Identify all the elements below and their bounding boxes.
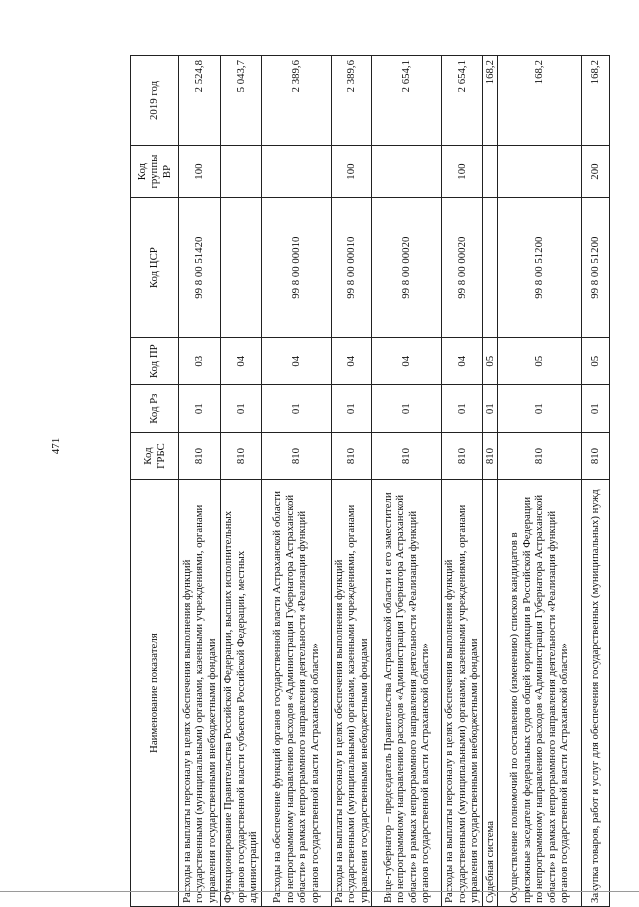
row-pr: 04: [372, 338, 442, 385]
row-rz: 01: [498, 385, 582, 432]
table-row: [179, 56, 221, 907]
row-rz: 01: [582, 385, 610, 432]
row-name: Расходы на обеспечение функций органов государственной власти Астраханской области по непрограммному направлению расходов «Администрация Губернатора Астраханской области» в рамках непрограммного направления деятельности «Реализация функций органов государственной власти Астраханской области»: [261, 480, 331, 907]
row-amount: 168,2: [582, 56, 610, 146]
row-csr: [482, 198, 498, 338]
budget-table: [130, 55, 610, 907]
header-year: 2019 год: [131, 56, 179, 146]
row-pr: 05: [498, 338, 582, 385]
header-name: Наименование показателя: [131, 480, 179, 907]
table-row: [331, 56, 372, 907]
row-rz: 01: [482, 385, 498, 432]
table-header-row: [131, 56, 179, 907]
row-vr: 100: [331, 145, 372, 197]
row-name: Вице-губернатор – председатель Правительства Астраханской области и его заместители по непрограммному направлению расходов «Администрация Губернатора Астраханской области» в рамках непрограммного направления деятельности «Реализация функций органов государственной власти Астраханской области»: [372, 480, 442, 907]
row-csr: 99 8 00 51420: [179, 198, 221, 338]
row-csr: [221, 198, 262, 338]
row-pr: 05: [482, 338, 498, 385]
row-rz: 01: [331, 385, 372, 432]
row-grbs: 810: [582, 432, 610, 479]
row-pr: 05: [582, 338, 610, 385]
row-csr: 99 8 00 51200: [582, 198, 610, 338]
row-name: Осуществление полномочий по составлению (изменению) списков кандидатов в присяжные заседатели федеральных судов общей юрисдикции в Российской Федерации по непрограммному направлению расходов «Администрация Губернатора Астраханской области» в рамках непрограммного направления деятельности «Реализация функций органов государственной власти Астраханской области»: [498, 480, 582, 907]
row-vr: 100: [442, 145, 483, 197]
row-rz: 01: [372, 385, 442, 432]
table-row: [582, 56, 610, 907]
row-vr: [498, 145, 582, 197]
table-row: [372, 56, 442, 907]
row-grbs: 810: [221, 432, 262, 479]
row-csr: 99 8 00 51200: [498, 198, 582, 338]
header-pr: Код ПР: [131, 338, 179, 385]
row-csr: 99 8 00 00010: [331, 198, 372, 338]
table-row: [498, 56, 582, 907]
row-vr: 100: [179, 145, 221, 197]
row-csr: 99 8 00 00020: [372, 198, 442, 338]
row-name: Расходы на выплаты персоналу в целях обеспечения выполнения функций государственными (муниципальными) органами, казенными учреждениями, органами управления государственными внебюджетными фондами: [179, 480, 221, 907]
header-csr: Код ЦСР: [131, 198, 179, 338]
row-csr: 99 8 00 00010: [261, 198, 331, 338]
row-grbs: 810: [179, 432, 221, 479]
header-rz: Код Рз: [131, 385, 179, 432]
row-rz: 01: [221, 385, 262, 432]
row-rz: 01: [179, 385, 221, 432]
row-csr: 99 8 00 00020: [442, 198, 483, 338]
row-amount: 2 389,6: [331, 56, 372, 146]
row-amount: 168,2: [482, 56, 498, 146]
table-row: [221, 56, 262, 907]
page-number: 471: [50, 437, 62, 455]
row-name: Закупка товаров, работ и услуг для обеспечения государственных (муниципальных) нужд: [582, 480, 610, 907]
row-amount: 5 043,7: [221, 56, 262, 146]
table-row: [261, 56, 331, 907]
row-grbs: 810: [372, 432, 442, 479]
header-vr: Код группы ВР: [131, 145, 179, 197]
row-vr: [372, 145, 442, 197]
row-rz: 01: [261, 385, 331, 432]
row-name: Расходы на выплаты персоналу в целях обеспечения выполнения функций государственными (муниципальными) органами, казенными учреждениями, органами управления государственными внебюджетными фондами: [442, 480, 483, 907]
row-grbs: 810: [482, 432, 498, 479]
row-rz: 01: [442, 385, 483, 432]
row-pr: 04: [261, 338, 331, 385]
row-pr: 03: [179, 338, 221, 385]
row-grbs: 810: [331, 432, 372, 479]
row-grbs: 810: [442, 432, 483, 479]
row-amount: 2 654,1: [442, 56, 483, 146]
row-vr: [482, 145, 498, 197]
row-pr: 04: [331, 338, 372, 385]
row-name: Судебная система: [482, 480, 498, 907]
table-row: [442, 56, 483, 907]
row-grbs: 810: [498, 432, 582, 479]
row-amount: 2 524,8: [179, 56, 221, 146]
row-name: Функционирование Правительства Российской Федерации, высших исполнительных органов государственной власти субъектов Российской Федерации, местных администраций: [221, 480, 262, 907]
row-grbs: 810: [261, 432, 331, 479]
row-name: Расходы на выплаты персоналу в целях обеспечения выполнения функций государственными (муниципальными) органами, казенными учреждениями, органами управления государственными внебюджетными фондами: [331, 480, 372, 907]
row-pr: 04: [221, 338, 262, 385]
row-amount: 168,2: [498, 56, 582, 146]
row-vr: 200: [582, 145, 610, 197]
row-pr: 04: [442, 338, 483, 385]
budget-table-sheet: [130, 55, 602, 907]
row-amount: 2 654,1: [372, 56, 442, 146]
row-vr: [261, 145, 331, 197]
table-row: [482, 56, 498, 907]
row-vr: [221, 145, 262, 197]
row-amount: 2 389,6: [261, 56, 331, 146]
header-grbs: Код ГРБС: [131, 432, 179, 479]
bottom-rule: [0, 891, 639, 892]
